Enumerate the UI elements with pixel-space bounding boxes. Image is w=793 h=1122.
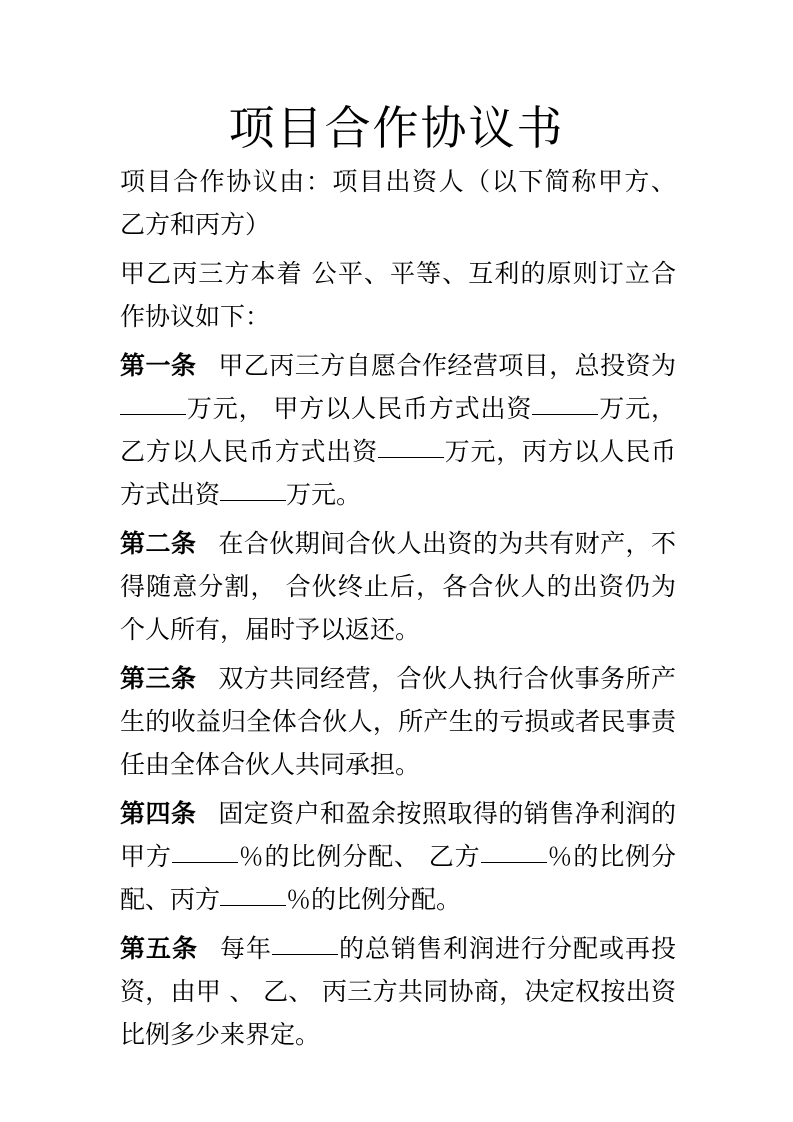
blank-party-a-share[interactable]	[172, 861, 238, 863]
article-3-number: 第三条	[120, 664, 197, 693]
document-title: 项目合作协议书	[228, 101, 565, 155]
document-body	[120, 160, 676, 1062]
blank-total-investment[interactable]	[120, 413, 186, 415]
article-4-text-d: ％的比例分配。	[286, 885, 462, 914]
article-2-text: 在合伙期间合伙人出资的为共有财产，不得随意分割， 合伙终止后，各合伙人的出资仍为个人所有，届时予以返还。	[120, 529, 676, 644]
intro-parties: 项目合作协议由：项目出资人（以下简称甲方、 乙方和丙方）	[120, 167, 676, 239]
article-4-text-b: ％的比例分配、 乙方	[237, 842, 481, 871]
blank-party-c-share[interactable]	[220, 904, 286, 906]
article-4-text-a: 固定资户和盈余按照取得的销售净利润的甲方	[120, 799, 676, 871]
article-1-number: 第一条	[120, 351, 197, 380]
article-1-text-d: 万元，丙方以人民币方式出资	[120, 437, 676, 509]
blank-party-c-investment[interactable]	[220, 499, 286, 501]
article-3-text: 双方共同经营，合伙人执行合伙事务所产生的收益归全体合伙人，所产生的亏损或者民事责任由全体合伙人共同承担。	[120, 664, 676, 779]
intro-principles: 甲乙丙三方本着 公平、平等、互利的原则订立合作协议如下：	[120, 259, 676, 331]
article-1-text-a: 甲乙丙三方自愿合作经营项目，总投资为	[218, 351, 676, 380]
article-4-number: 第四条	[120, 799, 197, 828]
article-1	[120, 344, 676, 516]
article-1-text-e: 万元。	[286, 480, 362, 509]
blank-year[interactable]	[272, 953, 338, 955]
article-5	[120, 927, 676, 1056]
article-5-text-a: 每年	[220, 934, 272, 963]
article-5-number: 第五条	[120, 934, 198, 963]
blank-party-b-investment[interactable]	[378, 456, 444, 458]
article-1-text-b: 万元， 甲方以人民币方式出资	[186, 394, 533, 423]
article-1-text-c: 万元，乙方以人民币方式出资	[120, 394, 676, 466]
article-4-text-c: ％的比例分配、丙方	[120, 842, 676, 914]
article-2-number: 第二条	[120, 529, 197, 558]
article-5-text-b: 的总销售利润进行分配或再投资，由甲 、 乙、 丙三方共同协商，决定权按出资比例多少来界定。	[120, 934, 676, 1049]
article-2	[120, 522, 676, 651]
blank-party-a-investment[interactable]	[532, 413, 598, 415]
article-4	[120, 792, 676, 921]
blank-party-b-share[interactable]	[481, 861, 547, 863]
article-3	[120, 657, 676, 786]
